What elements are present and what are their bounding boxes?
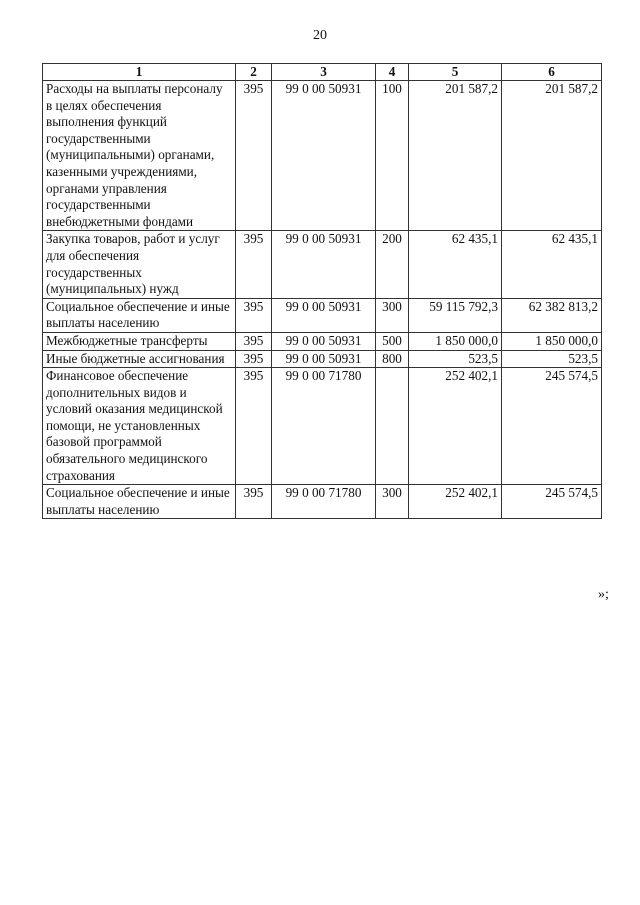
amount-col-6: 201 587,2 bbox=[502, 81, 602, 231]
expense-name: Социальное обеспечение и иные выплаты населению bbox=[43, 485, 236, 519]
target-article-code: 99 0 00 50931 bbox=[272, 332, 376, 350]
amount-col-5: 1 850 000,0 bbox=[409, 332, 502, 350]
expense-name: Расходы на выплаты персоналу в целях обеспечения выполнения функций государственными (муниципальными) органами, казенными учреждениями, органами управления государственными внебюджетными фондами bbox=[43, 81, 236, 231]
header-col-5: 5 bbox=[409, 64, 502, 81]
amount-col-5: 62 435,1 bbox=[409, 231, 502, 298]
table-row bbox=[43, 81, 602, 231]
table-row bbox=[43, 332, 602, 350]
expense-name: Межбюджетные трансферты bbox=[43, 332, 236, 350]
table-header-row bbox=[43, 64, 602, 81]
amount-col-5: 59 115 792,3 bbox=[409, 298, 502, 332]
section-code: 395 bbox=[236, 332, 272, 350]
section-code: 395 bbox=[236, 485, 272, 519]
amount-col-5: 252 402,1 bbox=[409, 485, 502, 519]
expense-type-code: 200 bbox=[376, 231, 409, 298]
amount-col-6: 523,5 bbox=[502, 350, 602, 368]
expense-name: Финансовое обеспечение дополнительных видов и условий оказания медицинской помощи, не установленных базовой программой обязательного медицинского страхования bbox=[43, 368, 236, 485]
target-article-code: 99 0 00 50931 bbox=[272, 231, 376, 298]
target-article-code: 99 0 00 50931 bbox=[272, 350, 376, 368]
expense-type-code: 300 bbox=[376, 485, 409, 519]
budget-table bbox=[42, 63, 602, 519]
header-col-3: 3 bbox=[272, 64, 376, 81]
expense-type-code: 300 bbox=[376, 298, 409, 332]
section-code: 395 bbox=[236, 231, 272, 298]
section-code: 395 bbox=[236, 298, 272, 332]
target-article-code: 99 0 00 50931 bbox=[272, 81, 376, 231]
header-col-1: 1 bbox=[43, 64, 236, 81]
header-col-6: 6 bbox=[502, 64, 602, 81]
section-code: 395 bbox=[236, 350, 272, 368]
amount-col-6: 1 850 000,0 bbox=[502, 332, 602, 350]
closing-quote-mark: »; bbox=[598, 587, 609, 602]
amount-col-6: 62 435,1 bbox=[502, 231, 602, 298]
expense-type-code: 100 bbox=[376, 81, 409, 231]
amount-col-6: 245 574,5 bbox=[502, 485, 602, 519]
expense-type-code: 800 bbox=[376, 350, 409, 368]
amount-col-5: 252 402,1 bbox=[409, 368, 502, 485]
amount-col-5: 523,5 bbox=[409, 350, 502, 368]
expense-name: Социальное обеспечение и иные выплаты населению bbox=[43, 298, 236, 332]
section-code: 395 bbox=[236, 81, 272, 231]
amount-col-5: 201 587,2 bbox=[409, 81, 502, 231]
target-article-code: 99 0 00 71780 bbox=[272, 485, 376, 519]
expense-name: Закупка товаров, работ и услуг для обеспечения государственных (муниципальных) нужд bbox=[43, 231, 236, 298]
section-code: 395 bbox=[236, 368, 272, 485]
amount-col-6: 245 574,5 bbox=[502, 368, 602, 485]
expense-name: Иные бюджетные ассигнования bbox=[43, 350, 236, 368]
table-row bbox=[43, 298, 602, 332]
table-row bbox=[43, 231, 602, 298]
header-col-2: 2 bbox=[236, 64, 272, 81]
expense-type-code bbox=[376, 368, 409, 485]
target-article-code: 99 0 00 50931 bbox=[272, 298, 376, 332]
amount-col-6: 62 382 813,2 bbox=[502, 298, 602, 332]
table-row bbox=[43, 368, 602, 485]
target-article-code: 99 0 00 71780 bbox=[272, 368, 376, 485]
header-col-4: 4 bbox=[376, 64, 409, 81]
page-number: 20 bbox=[313, 28, 327, 43]
table-row bbox=[43, 485, 602, 519]
table-row bbox=[43, 350, 602, 368]
expense-type-code: 500 bbox=[376, 332, 409, 350]
